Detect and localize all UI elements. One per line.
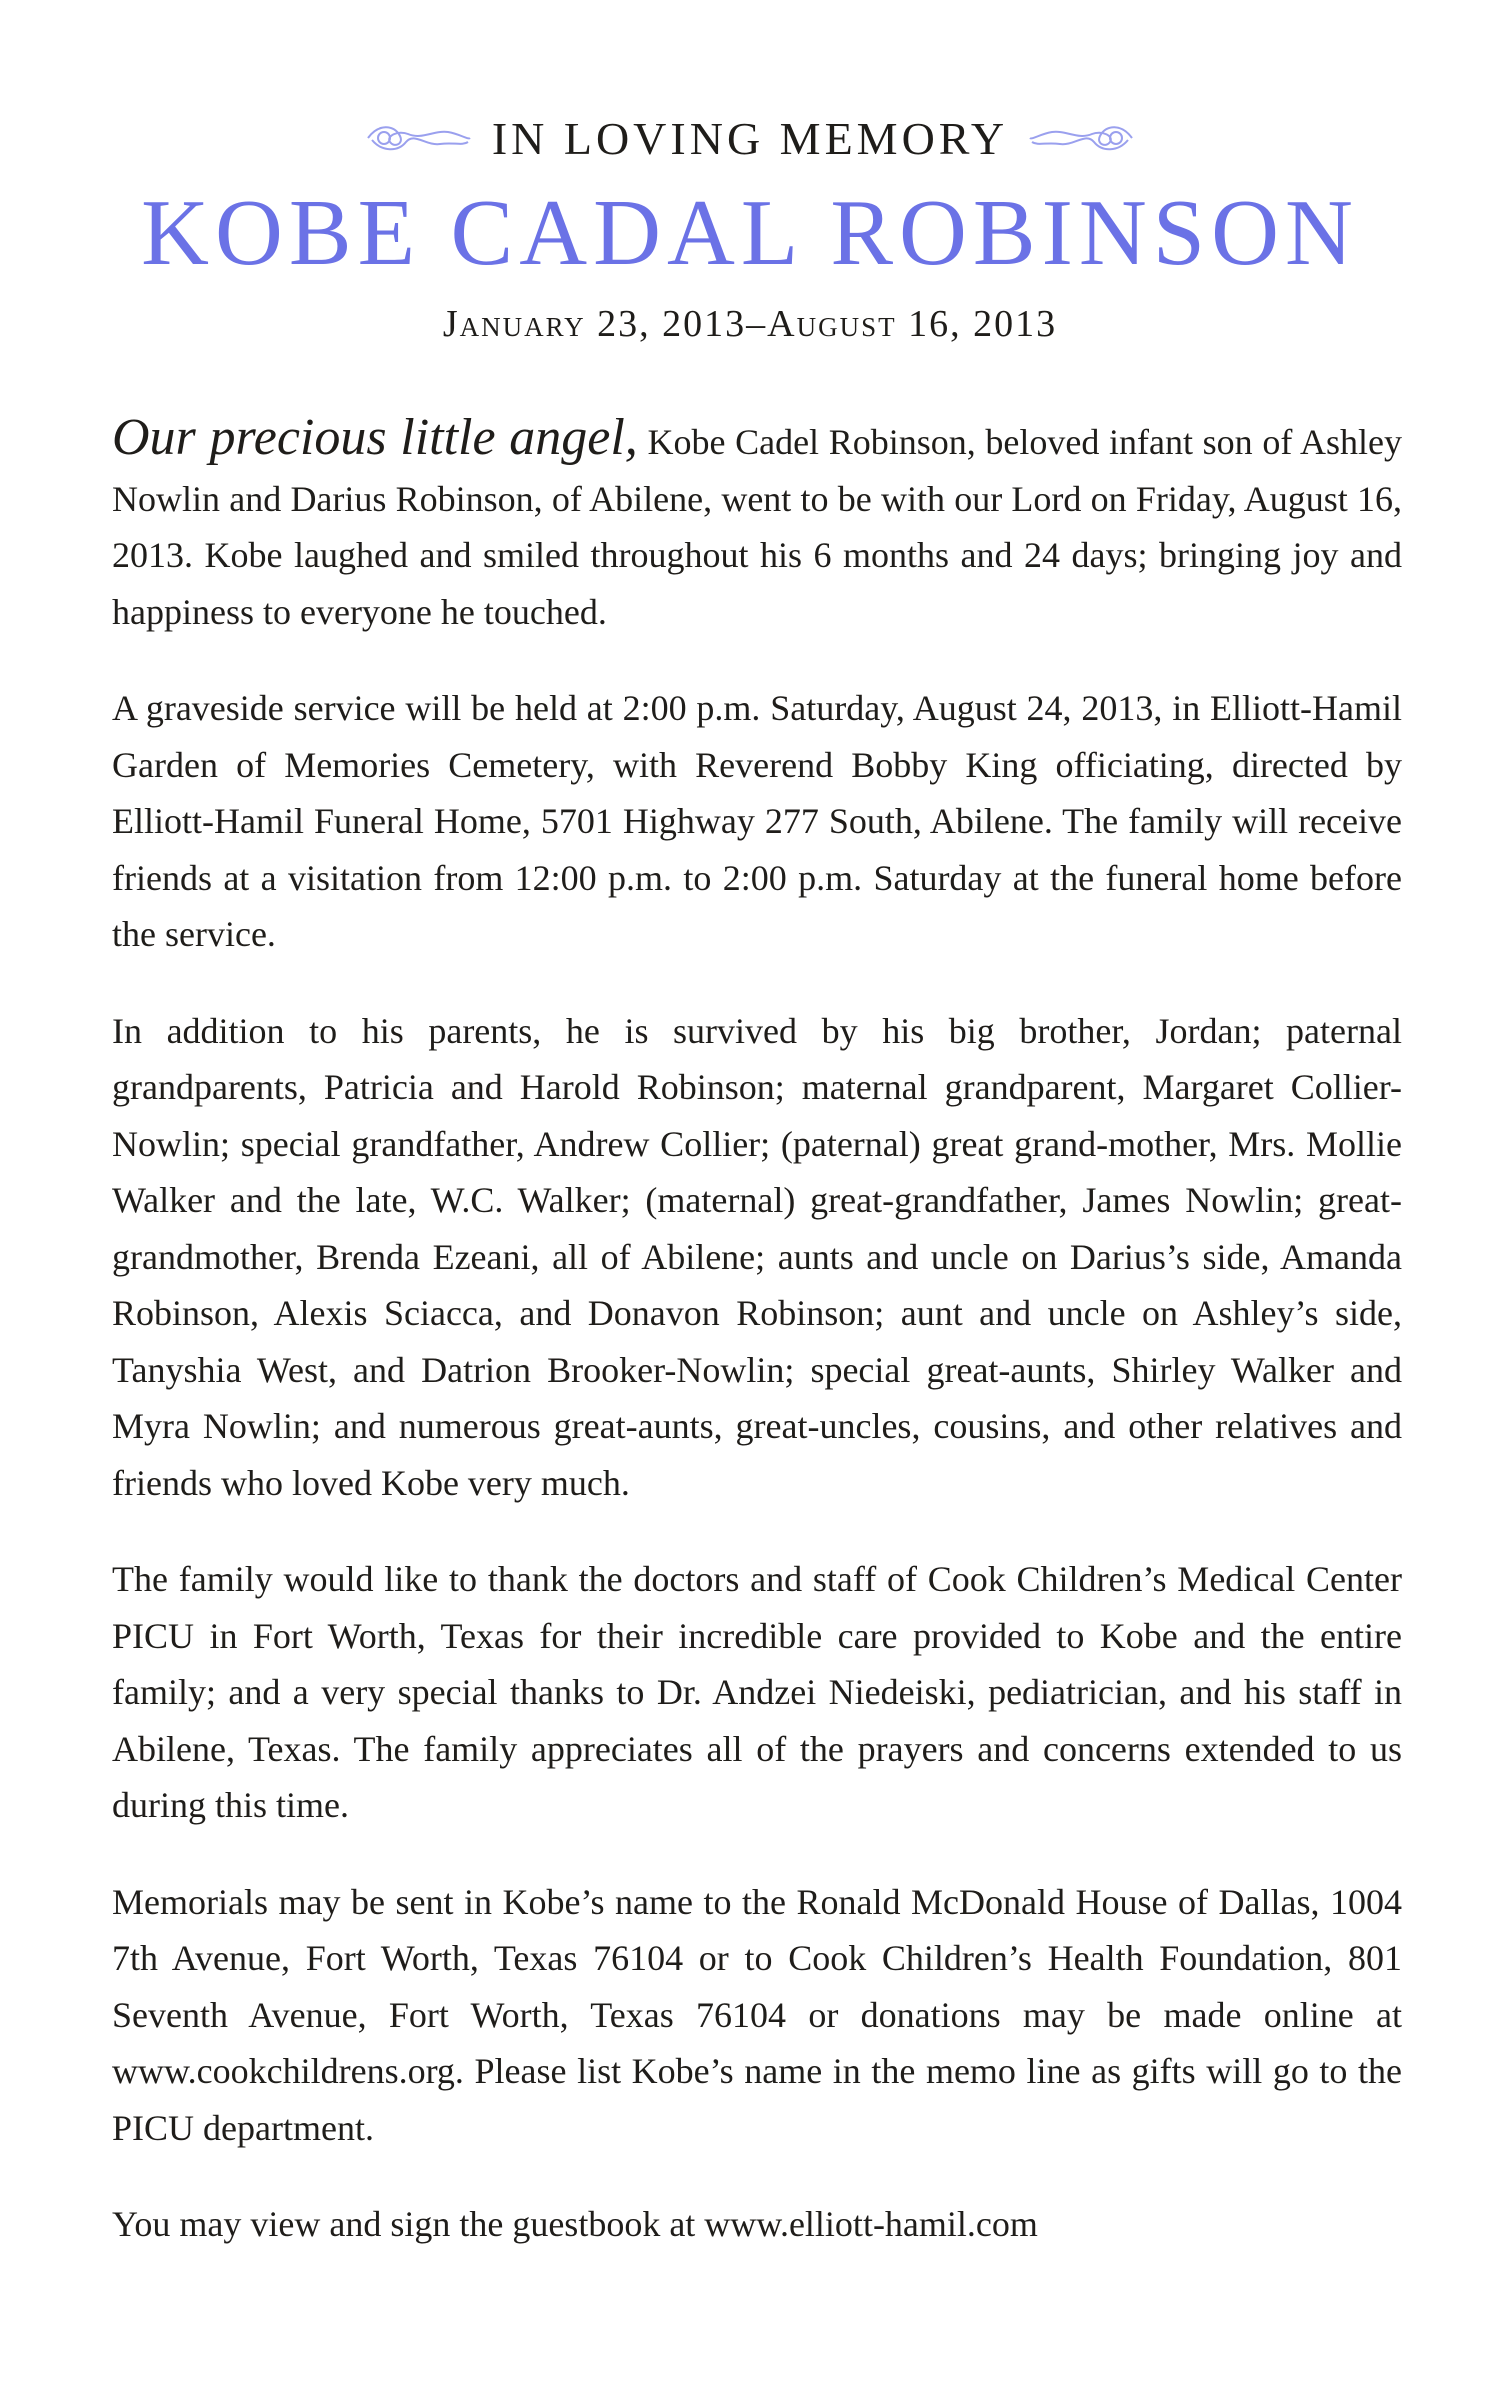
lead-phrase: Our precious little angel,	[112, 409, 638, 466]
right-flourish-icon	[1026, 118, 1136, 158]
paragraph-thanks: The family would like to thank the doctors and staff of Cook Children’s Medical Center PICU in Fort Worth, Texas for their incredible care provided to Kobe and the entire family; and a very special thanks to Dr. Andzei Niedeiski, pediatrician, and his staff in Abilene, Texas. The family appreciates all of the prayers and concerns extended to us during this time.	[112, 1559, 1402, 1825]
paragraph-memorials: Memorials may be sent in Kobe’s name to the Ronald McDonald House of Dallas, 1004 7th Avenue, Fort Worth, Texas 76104 or to Cook Children’s Health Foundation, 801 Seventh Avenue, Fort Worth, Texas 76104 or donations may be made online at www.cookchildrens.org. Please list Kobe’s name in the memo line as gifts will go to the PICU department.	[112, 1881, 1402, 2148]
announcement-text: Kobe Cadel Robinson, beloved infant son of Ashley Nowlin and Darius Robinson, of Abilene, went to be with our Lord on Friday, August 16, 2013. Kobe laughed and smiled throughout his 6 months and 24 days; bringing joy and happiness to everyone he touched.	[112, 422, 1402, 632]
paragraph-announcement	[112, 410, 1402, 640]
in-loving-memory-heading: IN LOVING MEMORY	[491, 112, 1009, 164]
header	[0, 108, 1500, 346]
paragraph-guestbook: You may view and sign the guestbook at www.elliott-hamil.com	[112, 2204, 1038, 2244]
paragraph-survivors: In addition to his parents, he is survived by his big brother, Jordan; paternal grandparents, Patricia and Harold Robinson; maternal grandparent, Margaret Collier-Nowlin; special grandfather, Andrew Collier; (paternal) great grand-mother, Mrs. Mollie Walker and the late, W.C. Walker; (maternal) great-grandfather, James Nowlin; great-grandmother, Brenda Ezeani, all of Abilene; aunts and uncle on Darius’s side, Amanda Robinson, Alexis Sciacca, and Donavon Robinson; aunt and uncle on Ashley’s side, Tanyshia West, and Datrion Brooker-Nowlin; special great-aunts, Shirley Walker and Myra Nowlin; and numerous great-aunts, great-uncles, cousins, and other relatives and friends who loved Kobe very much.	[112, 1010, 1402, 1503]
left-flourish-icon	[364, 118, 474, 158]
life-dates: January 23, 2013–August 16, 2013	[442, 303, 1058, 345]
obituary-body	[112, 410, 1402, 2293]
memory-line	[0, 108, 1500, 168]
deceased-name: KOBE CADAL ROBINSON	[141, 181, 1359, 285]
paragraph-service: A graveside service will be held at 2:00 p.m. Saturday, August 24, 2013, in Elliott-Hamil Garden of Memories Cemetery, with Reverend Bobby King officiating, directed by Elliott-Hamil Funeral Home, 5701 Highway 277 South, Abilene. The family will receive friends at a visitation from 12:00 p.m. to 2:00 p.m. Saturday at the funeral home before the service.	[112, 688, 1402, 954]
